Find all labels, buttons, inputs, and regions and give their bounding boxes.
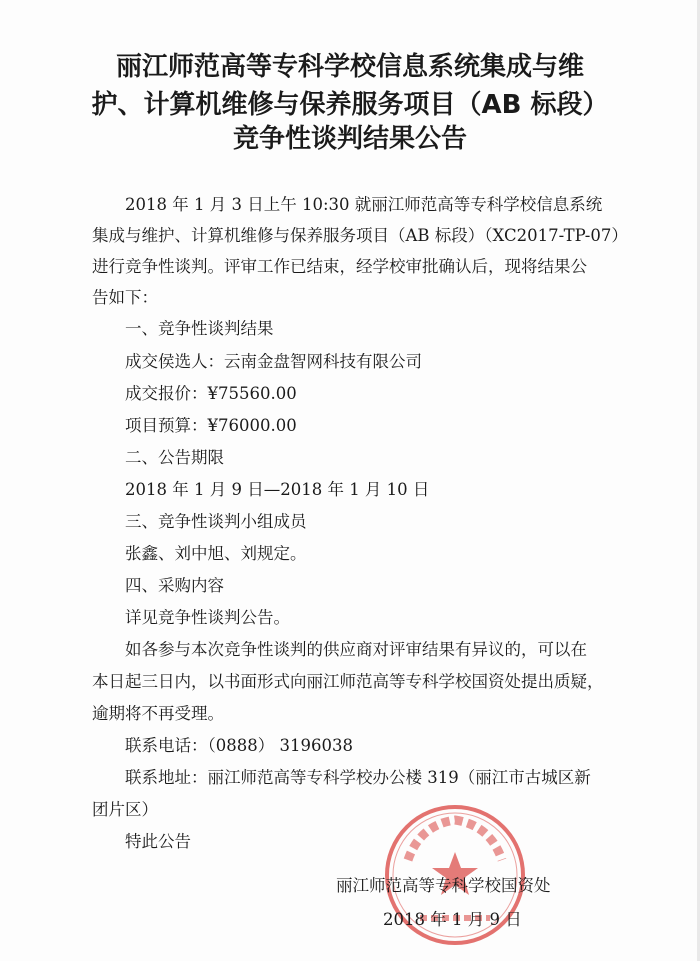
budget-line: 项目预算：¥76000.00 (125, 416, 297, 435)
title-line-3: 竞争性谈判结果公告 (232, 124, 467, 154)
objection-line-3: 逾期将不再受理。 (92, 704, 224, 723)
contact-address-line-2: 团片区） (92, 800, 158, 819)
intro-line-3: 进行竞争性谈判。评审工作已结束，经学校审批确认后，现将结果公 (92, 257, 587, 276)
section-4-heading: 四、采购内容 (125, 576, 224, 595)
contact-phone: 联系电话：（0888） 3196038 (125, 736, 353, 755)
signature-date: 2018 年 1 月 9 日 (383, 910, 522, 929)
signature-org: 丽江师范高等专科学校国资处 (336, 876, 551, 895)
title-line-2: 护、计算机维修与保养服务项目（AB 标段） (91, 90, 609, 120)
intro-line-1: 2018 年 1 月 3 日上午 10:30 就丽江师范高等专科学校信息系统 (125, 195, 603, 214)
period-line: 2018 年 1 月 9 日—2018 年 1 月 10 日 (125, 480, 430, 499)
price-line: 成交报价：¥75560.00 (125, 384, 297, 403)
section-3-heading: 三、竞争性谈判小组成员 (125, 512, 307, 531)
objection-line-2: 本日起三日内，以书面形式向丽江师范高等专科学校国资处提出质疑， (92, 672, 604, 691)
section-2-heading: 二、公告期限 (125, 448, 224, 467)
content-line: 详见竞争性谈判公告。 (125, 608, 290, 627)
winner-line: 成交侯选人：云南金盘智网科技有限公司 (125, 352, 422, 371)
contact-address-line-1: 联系地址：丽江师范高等专科学校办公楼 319（丽江市古城区新 (125, 768, 591, 787)
closing-line: 特此公告 (125, 832, 191, 851)
intro-line-2: 集成与维护、计算机维修与保养服务项目（AB 标段）（XC2017-TP-07） (92, 226, 628, 245)
section-1-heading: 一、竞争性谈判结果 (125, 319, 274, 338)
objection-line-1: 如各参与本次竞争性谈判的供应商对评审结果有异议的，可以在 (125, 640, 587, 659)
title-line-1: 丽江师范高等专科学校信息系统集成与维 (115, 52, 584, 82)
members-line: 张鑫、刘中旭、刘规定。 (125, 544, 307, 563)
intro-line-4: 告如下： (92, 288, 158, 307)
